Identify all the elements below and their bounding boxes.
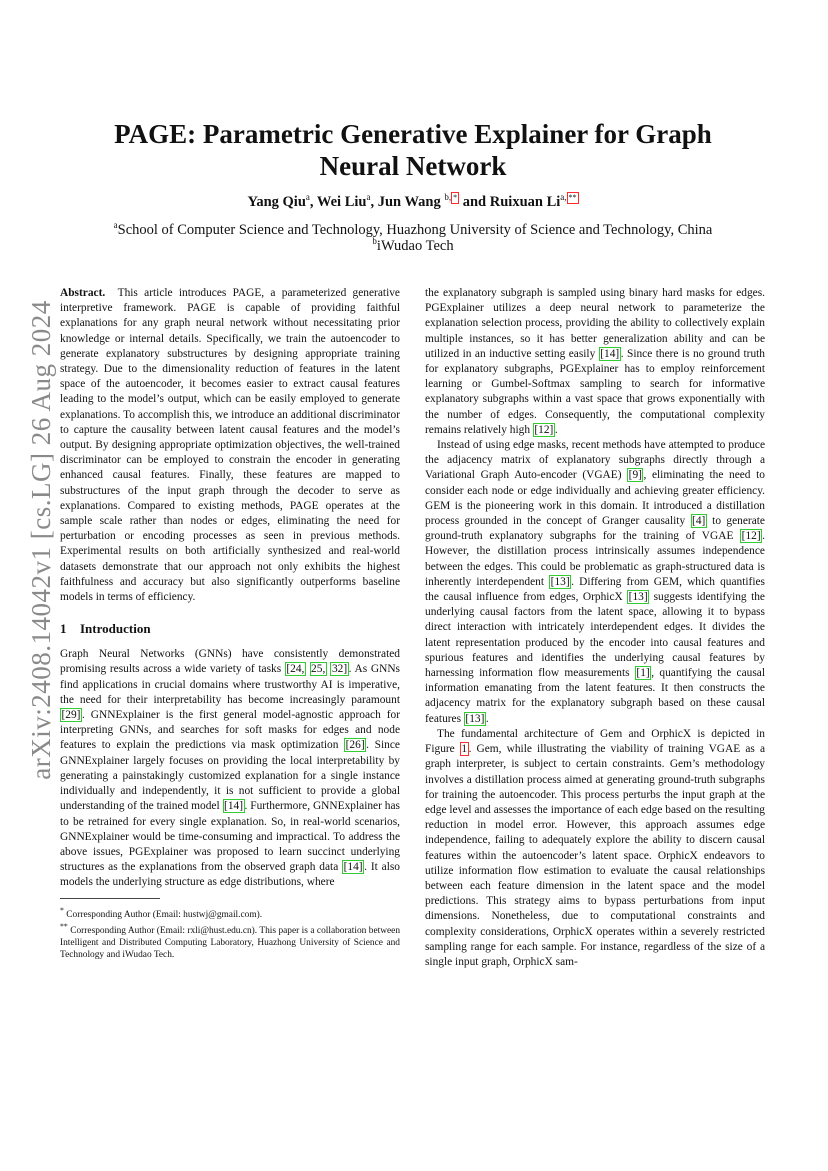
title-line-2: Neural Network — [319, 151, 507, 181]
author-affil-sup: a — [366, 192, 371, 202]
author-affil-sup: a — [305, 192, 310, 202]
citation-link[interactable]: [24, — [286, 663, 305, 676]
abstract — [60, 286, 400, 605]
author-conjunction: and — [462, 193, 487, 210]
section-number: 1 — [60, 621, 67, 637]
citation-link[interactable]: 25, — [311, 663, 326, 676]
citation-link[interactable]: [13] — [628, 591, 648, 604]
citation-link[interactable]: 32] — [331, 663, 348, 676]
citation-link[interactable]: [14] — [224, 800, 244, 813]
footnote-divider — [60, 898, 160, 899]
author-name: Ruixuan Li — [489, 193, 561, 210]
affiliation-a: $^a$School of Computer Science and Technology, Huazhong University of Science and Technology, China — [113, 220, 713, 238]
citation-link[interactable]: [13] — [550, 575, 570, 588]
citation-link[interactable]: [12] — [741, 530, 761, 543]
intro-paragraph: Graph Neural Networks (GNNs) have consistently demonstrated promising results across a wide variety of tasks [24, 25, 32] . As GNNs find applications in crucial domains where trustworthy AI is imperative, the need for their interpretability has become increasingly paramount [29] . GNNExplainer is the first general model-agnostic approach for interpreting GNNs, and searches for soft masks for edges and node features to explain the predictions via mask optimization [26] . Since GNNExplainer largely focuses on providing the local interpretability by generating a painstakingly customized explanation for a single instance individually and independently, it is not sufficient to provide a global understanding of the trained model [14] . Furthermore, GNNExplainer has to be retrained for every single explanation. So, in real-world scenarios, GNNExplainer would be time-consuming and impractical. To address the above issues, PGExplainer was proposed to learn succinct underlying structures as the explanations from the observed graph data [14] . It also models the underlying structure as edge distributions, where — [60, 648, 400, 889]
citation-link[interactable]: [14] — [343, 861, 363, 874]
author-affil-sup: a, ** — [560, 192, 577, 202]
citation-link[interactable]: [4] — [692, 515, 706, 528]
section-heading-introduction — [60, 621, 400, 637]
abstract-text: This article introduces PAGE, a parameterized generative interpretive framework. PAGE is capable of providing faithful explanations for any graph neural network without necessitating prior knowledge or internal details. Specifically, we train the autoencoder to generate explanatory substructures by designing appropriate training strategy. Due to the dimensionality reduction of features in the latent space of the autoencoder, it becomes easier to extract causal features leading to the model’s output, which can be easily employed to generate explanations. To accomplish this, we introduce an additional discriminator to capture the causality between latent causal features and the model’s output. By designing appropriate optimization objectives, the well-trained discriminator can be employed to constrain the encoder in generating enhanced causal features. Finally, these features are mapped to substructures of the input graph through the decoder to serve as explanations. Compared to existing methods, PAGE operates at the sample scale rather than nodes or edges, eliminating the need for perturbation or encoding processes as seen in previous methods. Experimental results on both artificially synthesized and real-world datasets demonstrate that our approach not only exhibits the highest faithfulness and accuracy but also significantly outperforms baseline models in terms of efficiency. — [60, 287, 400, 604]
paper-header — [60, 118, 766, 254]
affiliations — [60, 222, 766, 254]
body-paragraph: The fundamental architecture of Gem and OrphicX is depicted in Figure 1 . Gem, while illustrating the viability of training VGAE as a graph interpreter, is subject to certain constraints. Gem’s methodology involves a distillation process aimed at generating ground-truth subgraphs for training the autoencoder. This process perturbs the input graph at the edge level and assesses the importance of each edge based on the resulting reduction in model error. However, this approach assumes edge independence, failing to adequately explore the ability to discern causal features within the autoencoder’s latent space. OrphicX endeavors to utilize information flow estimation to evaluate the causal relationships between each feature dimension in the latent space and the model predictions. This strategy aims to bypass perturbations from input dimensions. Nonetheless, due to computational constraints and complexity considerations, OrphicX operates within a severely restricted sampling range for each sample. For instance, regardless of the size of a single input graph, OrphicX sam- — [425, 727, 765, 968]
footnote-2: ** Corresponding Author (Email: rxli@hust.edu.cn). This paper is a collaboration between Intelligent and Distributed Computing Laboratory, Huazhong University of Science and Technology and iWudao Tech. — [60, 921, 401, 961]
citation-link[interactable]: [12] — [534, 423, 554, 436]
abstract-label: Abstract. — [60, 287, 106, 299]
footnotes — [60, 905, 400, 962]
arxiv-identifier-stamp: arXiv:2408.14042v1 [cs.LG] 26 Aug 2024 — [26, 300, 56, 780]
section-title: Introduction — [80, 621, 151, 637]
paper-title — [60, 118, 766, 182]
citation-link[interactable]: [1] — [636, 667, 650, 680]
affiliation-b: $^b$iWudao Tech — [372, 236, 454, 254]
body-paragraph: the explanatory subgraph is sampled using binary hard masks for edges. PGExplainer utilizes a deep neural network to parameterize the explanation selection process, providing the ability to collectively explain multiple instances, so it has better generalization ability and can be utilized in an inductive setting easily [14] . Since there is no ground truth for explanatory subgraphs, PGExplainer has to employ reinforcement learning or Gumbel-Softmax sampling to search for informative explanatory subgraphs within a vast space that grows exponentially with the number of edges. Consequently, the computational complexity remains relatively high [12] . — [425, 287, 766, 436]
citation-link[interactable]: [13] — [465, 712, 485, 725]
citation-link[interactable]: [9] — [628, 469, 642, 482]
author-list: Yang Qiu$^a$, Wei Liu$^a$, Jun Wang $^{b, *}$ and Ruixuan $Li^{a, **}$ — [247, 192, 577, 210]
footnote-1: * Corresponding Author (Email: hustwj@gmail.com). — [60, 905, 263, 920]
citation-link[interactable]: [26] — [345, 739, 365, 752]
author-name: Jun Wang — [377, 193, 441, 210]
left-column — [60, 286, 400, 962]
corresponding-author-link[interactable]: ** — [568, 193, 577, 202]
author-name: Wei Liu — [316, 193, 367, 210]
corresponding-author-link[interactable]: * — [453, 193, 458, 202]
citation-link[interactable]: [29] — [61, 709, 81, 722]
author-affil-sup: b, * — [444, 192, 458, 202]
title-line-1: PAGE: Parametric Generative Explainer for Graph — [114, 119, 712, 149]
figure-reference-link[interactable]: 1 — [461, 743, 468, 756]
body-paragraph: Instead of using edge masks, recent methods have attempted to produce the adjacency matrix of explanatory subgraphs directly through a Variational Graph Auto-encoder (VGAE) [9] , eliminating the need to consider each node or edge individually and achieving greater efficiency. GEM is the pioneering work in this domain. It introduced a distillation process grounded in the concept of Granger causality [4] to generate ground-truth explanatory subgraphs for the training of VGAE [12] . However, the distillation process intrinsically assumes independence between the edges. This could be problematic as graph-structured data is inherently interdependent [13] . Differing from GEM, which quantifies the causal influence from edges, OrphicX [13] suggests identifying the underlying causal factors from the latent space, allowing it to bypass direct interaction with intricately interdependent edges. It divides the latent representation produced by the encoder into causal features and spurious features and identifies the underlying causal features by harnessing information flow measurements [1] , quantifying the causal information emanating from the latent features. It then constructs the adjacency matrix for the explanatory subgraph based on these causal features [13] . — [425, 439, 765, 725]
citation-link[interactable]: [14] — [600, 347, 620, 360]
author-name: Yang Qiu — [247, 193, 306, 210]
right-column — [425, 286, 765, 970]
